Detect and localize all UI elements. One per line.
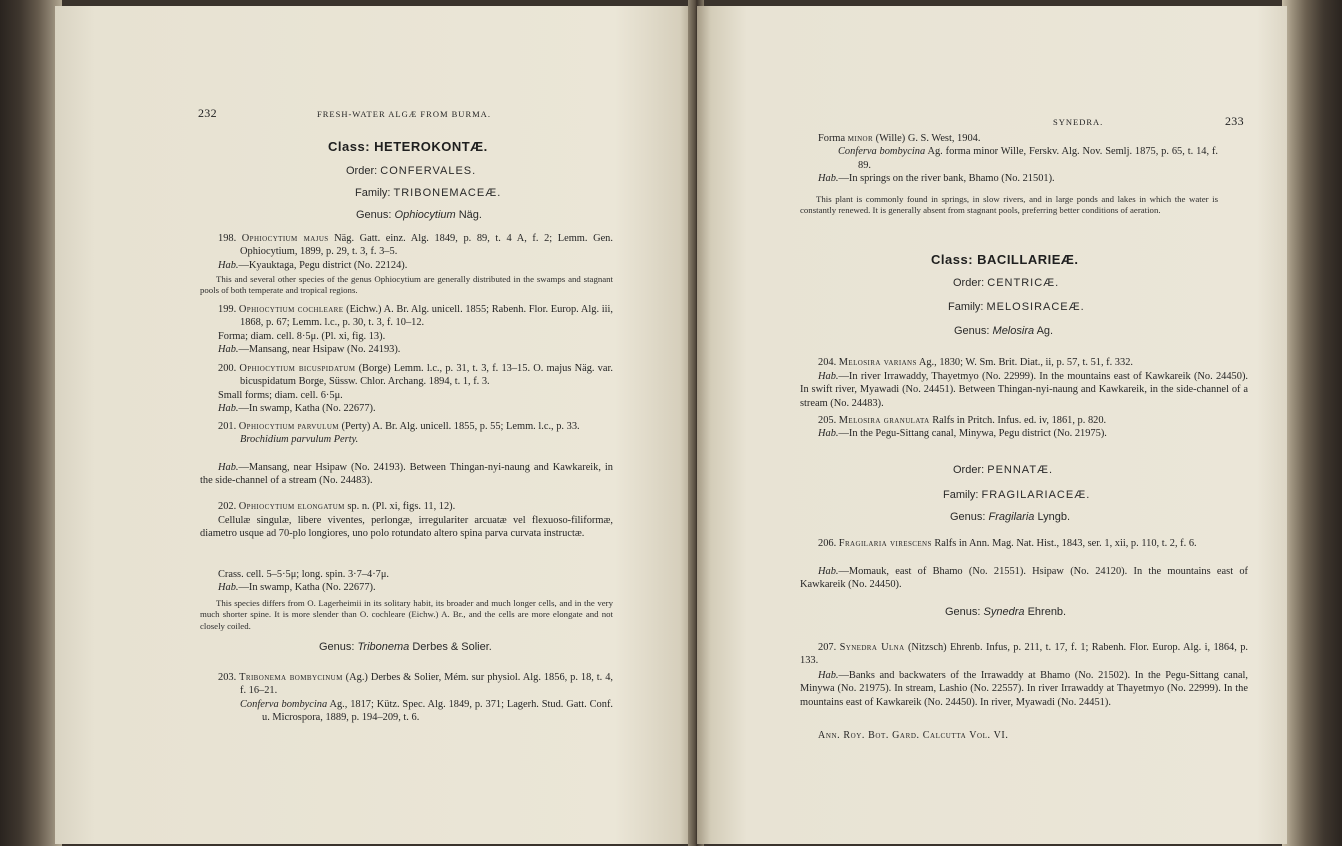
entry-204-hab: Hab.—In river Irrawaddy, Thayetmyo (No. 22999). In the mountains east of Kawkareik (No. 24450). In swift river, Myawadi (No. 24451). Between Thingan-nyi-naung and Kawkareik, in the side-channel of a stream (No. 24483).: [800, 371, 1248, 409]
genus-heading-tribonema: Genus: Tribonema Derbes & Solier.: [319, 641, 492, 653]
genus-heading-melosira: Genus: Melosira Ag.: [954, 325, 1054, 337]
page-footer: Ann. Roy. Bot. Gard. Calcutta Vol. VI.: [818, 730, 1009, 741]
entry-205: 205. Melosira granulata Ralfs in Pritch. Infus. ed. iv, 1861, p. 820. Hab.—In the Pegu-Sittang canal, Minywa, Pegu district (No. 21975).: [818, 415, 1107, 440]
order-heading-right: Order: CENTRICÆ.: [953, 277, 1060, 289]
entry-203: 203. Tribonema bombycinum (Ag.) Derbes & Solier, Mém. sur physiol. Alg. 1856, p. 18, t. 4, f. 16–21. Conferva bombycina Ag., 1817; Kütz. Spec. Alg. 1849, p. 371; Lagerh. Stud. Gatt. Conf. u. Microspora, 1889, p. 194–209, t. 6.: [218, 672, 614, 723]
entry-206-hab: Hab.—Momauk, east of Bhamo (No. 21551). Hsipaw (No. 24120). In the mountains east of Kawkareik (No. 24450).: [800, 566, 1248, 591]
entry-forma-minor: Forma minor (Wille) G. S. West, 1904. Conferva bombycina Ag. forma minor Wille, Ferskv. Alg. Nov. Semlj. 1875, p. 65, t. 14, f. 89. Hab.—In springs on the river bank, Bhamo (No. 21501).: [818, 133, 1218, 184]
note-forma-minor: This plant is commonly found in springs, in slow rivers, and in large ponds and lakes in which the water is constantly renewed. It is generally absent from stagnant pools, preferring better conditions of aeration.: [800, 194, 1218, 216]
entry-202-diagnosis: Cellulæ singulæ, libere viventes, perlongæ, irregulariter arcuatæ vel flexuoso-filiformæ, diametro usque ad 70-plo longiores, uno polo rotundato altero spina parva curvata instructæ.: [200, 515, 613, 540]
order-heading: Order: CONFERVALES.: [346, 165, 477, 177]
entry-207-hab: Hab.—Banks and backwaters of the Irrawaddy at Bhamo (No. 21502). In the Pegu-Sittang canal, Minywa (No. 21975). In stream, Lashio (No. 22557). In river Irrawaddy at Thayetmyo (No. 22999). In the mountains east of Kawkareik (No. 24450). In river, Myawadi (No. 24451).: [800, 670, 1248, 708]
note-202: This species differs from O. Lagerheimii in its solitary habit, its broader and much longer cells, and in the very much shorter spine. It is more slender than O. cochleare (Eichw.) A. Br., and the cells are more elongate and not closely coiled.: [200, 598, 613, 631]
entry-202: 202. Ophiocytium elongatum sp. n. (Pl. xi, figs. 11, 12).: [218, 501, 456, 512]
genus-heading-synedra: Genus: Synedra Ehrenb.: [945, 606, 1067, 618]
order-heading-pennatae: Order: PENNATÆ.: [953, 464, 1054, 476]
entry-207: 207. Synedra Ulna (Nitzsch) Ehrenb. Infus, p. 211, t. 17, f. 1; Rabenh. Flor. Europ. Alg. i, 1864, p. 133.: [800, 642, 1248, 667]
family-heading-right: Family: MELOSIRACEÆ.: [948, 301, 1085, 313]
book-edge-right: [1282, 0, 1342, 846]
running-head-right: SYNEDRA.: [1053, 117, 1104, 127]
entry-204: 204. Melosira varians Ag., 1830; W. Sm. Brit. Diat., ii, p. 57, t. 51, f. 332.: [818, 357, 1133, 368]
entry-200: 200. Ophiocytium bicuspidatum (Borge) Lemm. l.c., p. 31, t. 3, f. 13–15. O. majus Näg. var. bicuspidatum Borge, Süssw. Chlor. Archang. 1894, t. 1, f. 3. Small forms; diam. cell. 6·5μ. Hab.—In swamp, Katha (No. 22677).: [218, 363, 613, 414]
page-number-left: 232: [198, 106, 217, 120]
family-heading-fragilariaceae: Family: FRAGILARIACEÆ.: [943, 489, 1091, 501]
entry-206: 206. Fragilaria virescens Ralfs in Ann. Mag. Nat. Hist., 1843, ser. 1, xii, p. 110, t. 2, f. 6.: [818, 538, 1197, 549]
entry-202-dims: Crass. cell. 5–5·5μ; long. spin. 3·7–4·7μ. Hab.—In swamp, Katha (No. 22677).: [218, 569, 390, 594]
page-number-right: 233: [1225, 114, 1244, 128]
note-198: This and several other species of the genus Ophiocytium are generally distributed in the swamps and stagnant pools of both temperate and tropical regions.: [200, 274, 613, 296]
entry-199: 199. Ophiocytium cochleare (Eichw.) A. Br. Alg. unicell. 1855; Rabenh. Flor. Europ. Alg. iii, 1868, p. 67; Lemm. l.c., p. 30, t. 3, f. 10–12. Forma; diam. cell. 8·5μ. (Pl. xi, fig. 13). Hab.—Mansang, near Hsipaw (No. 24193).: [218, 304, 613, 355]
entry-198: 198. Ophiocytium majus Näg. Gatt. einz. Alg. 1849, p. 89, t. 4 A, f. 2; Lemm. Gen. Ophiocytium, 1899, p. 29, t. 3, f. 3–5. Hab.—Kyauktaga, Pegu district (No. 22124).: [218, 233, 613, 271]
family-heading: Family: TRIBONEMACEÆ.: [355, 187, 502, 199]
class-heading-right: Class: BACILLARIEÆ.: [931, 252, 1079, 267]
running-head-left: FRESH-WATER ALGÆ FROM BURMA.: [317, 109, 491, 119]
book-edge-left: [0, 0, 62, 846]
left-page: [55, 6, 695, 844]
genus-heading: Genus: Ophiocytium Näg.: [356, 209, 482, 221]
genus-heading-fragilaria: Genus: Fragilaria Lyngb.: [950, 511, 1071, 523]
entry-201-hab: Hab.—Mansang, near Hsipaw (No. 24193). Between Thingan-nyi-naung and Kawkareik, in the side-channel of a stream (No. 24483).: [200, 462, 613, 487]
class-heading: Class: HETEROKONTÆ.: [328, 139, 488, 154]
right-page: [697, 6, 1287, 844]
entry-201: 201. Ophiocytium parvulum (Perty) A. Br. Alg. unicell. 1855, p. 55; Lemm. l.c., p. 33. Brochidium parvulum Perty.: [218, 421, 580, 446]
